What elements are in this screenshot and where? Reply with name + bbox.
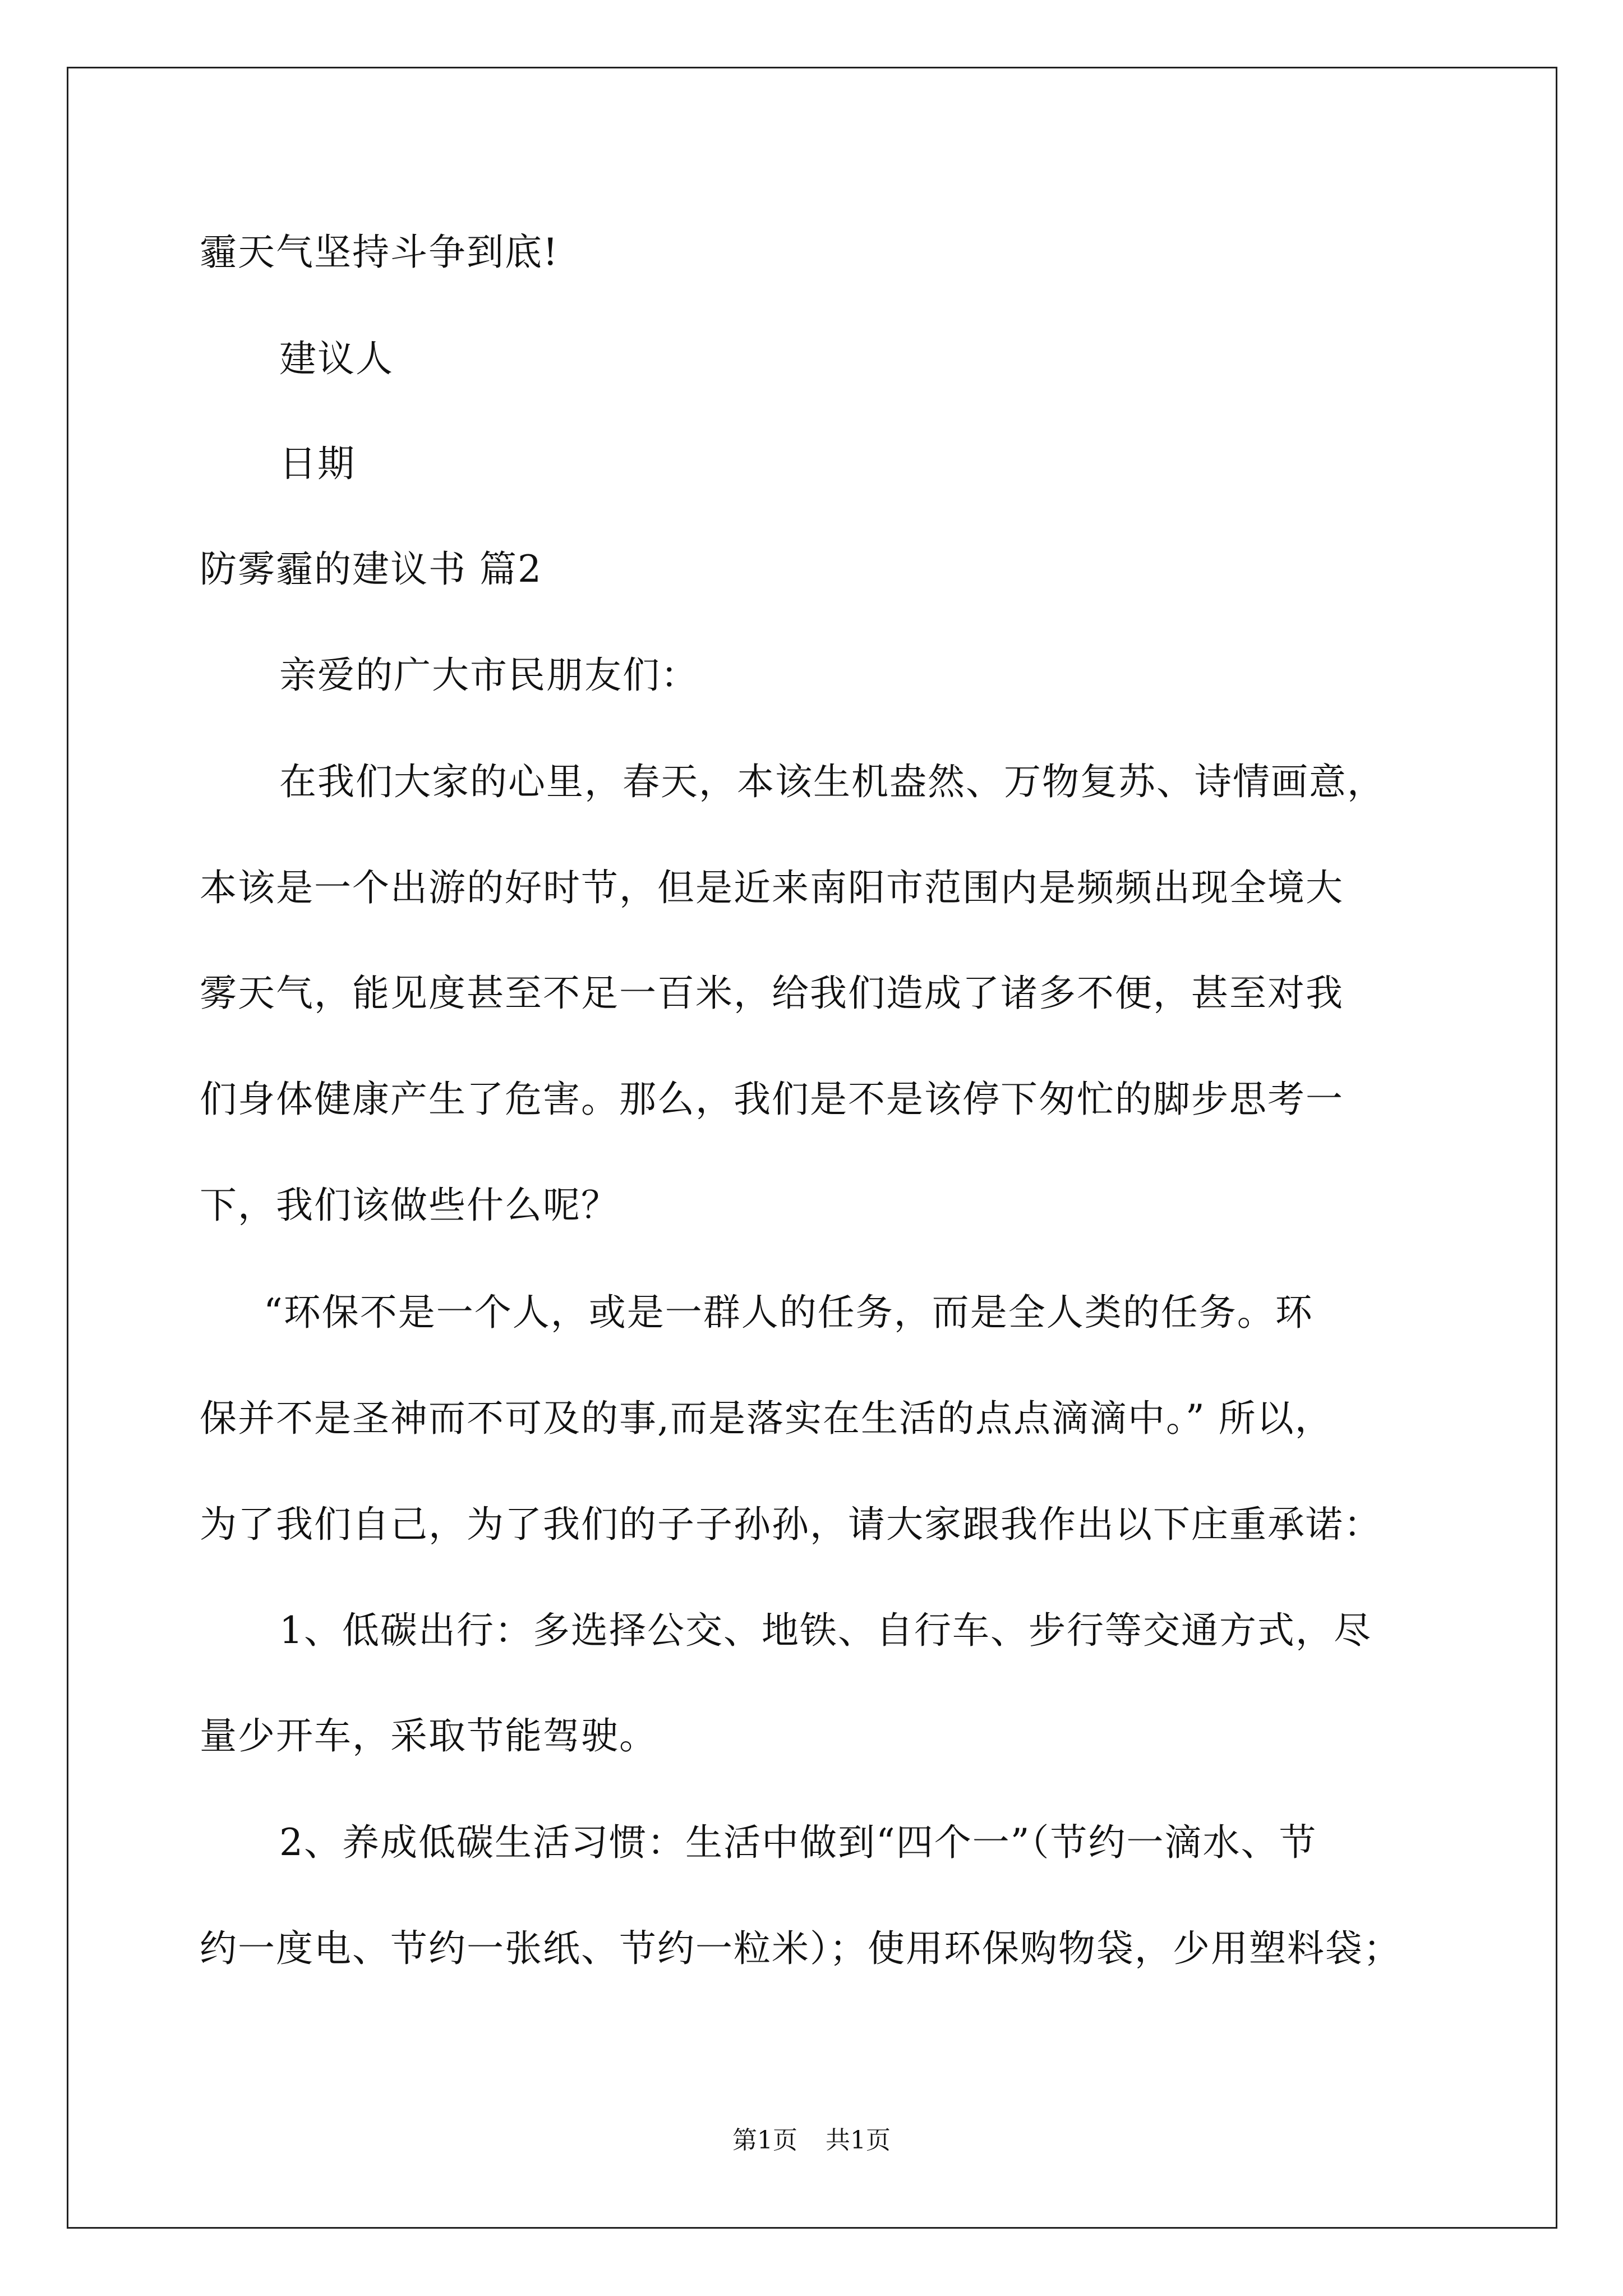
total-pages: 共1页 xyxy=(826,2126,891,2155)
text-line-proposer: 建议人 xyxy=(279,337,394,380)
list-item-line: 1、低碳出行：多选择公交、地铁、自行车、步行等交通方式，尽 xyxy=(279,1609,1372,1652)
section-heading: 防雾霾的建议书 篇2 xyxy=(200,547,542,591)
paragraph-line: 本该是一个出游的好时节，但是近来南阳市范围内是频频出现全境大 xyxy=(200,866,1344,909)
page-border xyxy=(67,67,1557,2229)
page-footer xyxy=(0,2125,1623,2156)
list-item-line: 2、养成低碳生活习惯：生活中做到“四个一”（节约一滴水、节 xyxy=(279,1821,1317,1864)
paragraph-line: “环保不是一个人，或是一群人的任务，而是全人类的任务。环 xyxy=(264,1291,1313,1334)
text-line-salutation: 亲爱的广大市民朋友们： xyxy=(279,654,699,697)
paragraph-line: 雾天气，能见度甚至不足一百米，给我们造成了诸多不便，甚至对我 xyxy=(200,972,1344,1015)
paragraph-line: 在我们大家的心里，春天，本该生机盎然、万物复苏、诗情画意， xyxy=(279,760,1385,803)
paragraph-line: 下，我们该做些什么呢？ xyxy=(200,1184,619,1227)
page-number: 第1页 xyxy=(732,2126,797,2155)
paragraph-line: 保并不是圣神而不可及的事,而是落实在生活的点点滴滴中。” 所以， xyxy=(200,1397,1333,1440)
list-item-line: 约一度电、节约一张纸、节约一粒米）；使用环保购物袋，少用塑料袋； xyxy=(200,1927,1401,1970)
text-line-closing: 霾天气坚持斗争到底! xyxy=(200,231,559,274)
paragraph-line: 们身体健康产生了危害。那么，我们是不是该停下匆忙的脚步思考一 xyxy=(200,1078,1344,1121)
list-item-line: 量少开车，采取节能驾驶。 xyxy=(200,1714,657,1757)
text-line-date: 日期 xyxy=(279,442,356,485)
paragraph-line: 为了我们自己，为了我们的子子孙孙，请大家跟我作出以下庄重承诺： xyxy=(200,1503,1382,1546)
